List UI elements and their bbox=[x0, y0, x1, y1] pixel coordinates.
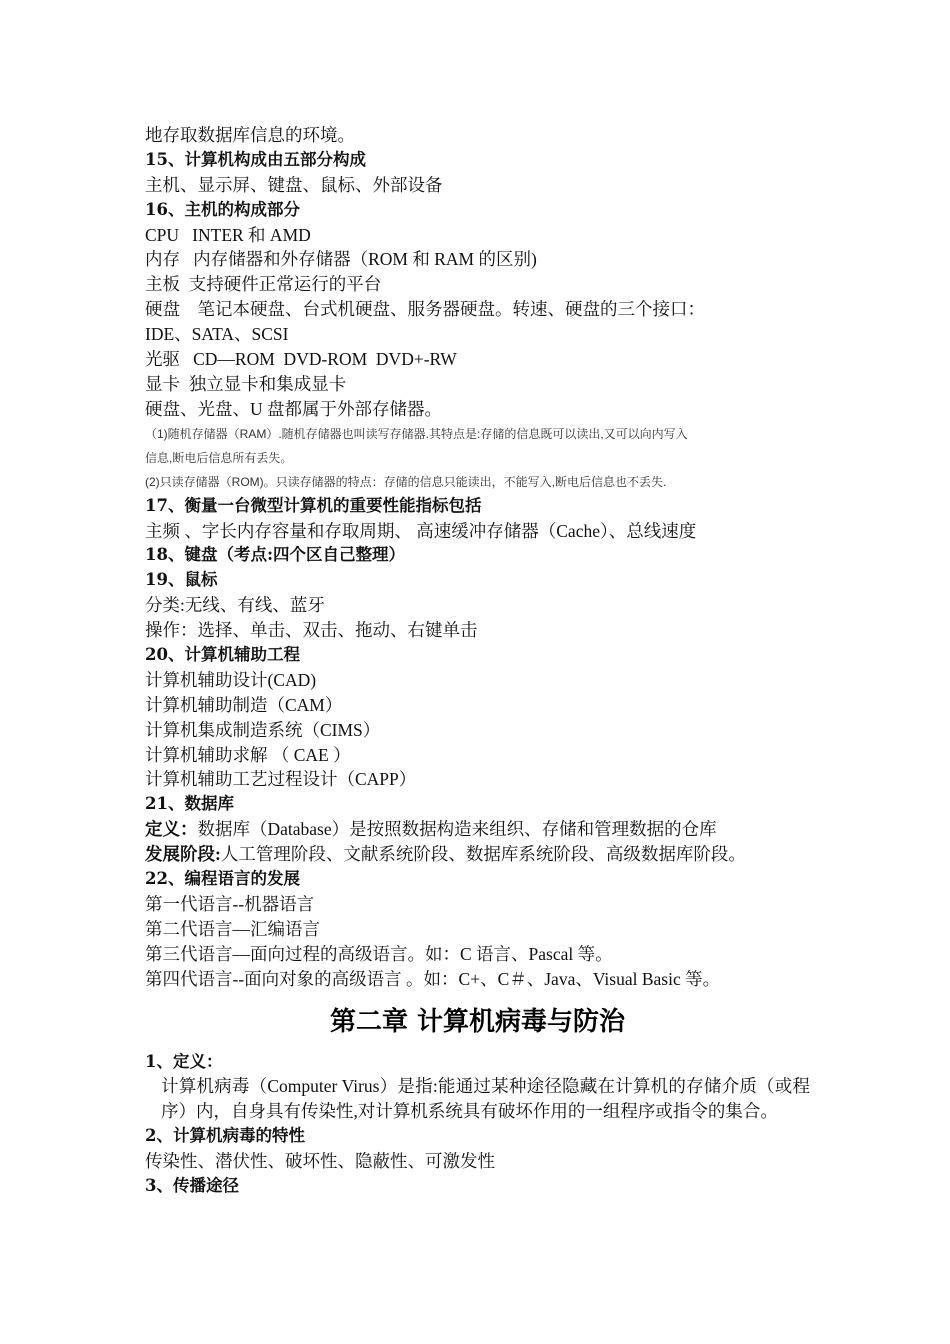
chapter-title: 第二章 计算机病毒与防治 bbox=[329, 1006, 626, 1037]
text-line: 硬盘、光盘、U 盘都属于外部存储器。 bbox=[145, 398, 443, 419]
section-heading: 17、衡量一台微型计算机的重要性能指标包括 bbox=[145, 495, 482, 515]
section-heading: 3、传播途径 bbox=[145, 1175, 239, 1195]
page-content bbox=[145, 123, 810, 1199]
text-line: 主频 、字长内存容量和存取周期、 高速缓冲存储器（Cache）、总线速度 bbox=[145, 520, 697, 541]
section-heading: 18、键盘（考点:四个区自己整理） bbox=[145, 545, 406, 565]
text-line: 地存取数据库信息的环境。 bbox=[145, 125, 355, 145]
definition-paragraph: 计算机病毒（Computer Virus）是指:能通过某种途径隐藏在计算机的存储介质（或程序）内，自身具有传染性,对计算机系统具有破坏作用的一组程序或指令的集合。 bbox=[161, 1076, 810, 1122]
section-heading: 16、主机的构成部分 bbox=[145, 199, 300, 219]
note-line: 信息,断电后信息所有丢失。 bbox=[145, 450, 293, 465]
text-line: 计算机辅助工艺过程设计（CAPP） bbox=[145, 769, 417, 790]
note-line: (2)只读存储器（ROM)。只读存储器的特点：存储的信息只能读出，不能写入,断电后信息也不丢失. bbox=[145, 474, 667, 489]
stages-text: 人工管理阶段、文献系统阶段、数据库系统阶段、高级数据库阶段。 bbox=[220, 844, 746, 865]
section-heading: 21、数据库 bbox=[145, 794, 234, 814]
definition-text: 数据库（Database）是按照数据构造来组织、存储和管理数据的仓库 bbox=[197, 819, 717, 840]
text-line: 第一代语言--机器语言 bbox=[145, 893, 315, 914]
text-line: 第四代语言--面向对象的高级语言 。如：C+、C＃、Java、Visual Basic 等。 bbox=[145, 968, 721, 989]
text-line: 计算机辅助设计(CAD) bbox=[145, 669, 317, 690]
section-heading: 1、定义： bbox=[145, 1051, 223, 1071]
section-heading: 19、鼠标 bbox=[145, 570, 218, 590]
text-line: IDE、SATA、SCSI bbox=[145, 324, 289, 345]
section-heading: 2、计算机病毒的特性 bbox=[145, 1126, 305, 1146]
definition-label: 定义： bbox=[145, 819, 198, 840]
text-line: 计算机辅助制造（CAM） bbox=[145, 694, 343, 715]
text-line: 计算机辅助求解 （ CAE ） bbox=[145, 744, 351, 765]
text-line: 第三代语言—面向过程的高级语言。如：C 语言、Pascal 等。 bbox=[145, 943, 613, 964]
text-line: 主机、显示屏、键盘、鼠标、外部设备 bbox=[145, 174, 443, 195]
note-line: （1)随机存储器（RAM）.随机存储器也叫读写存储器.其特点是:存储的信息既可以读出,又可以向内写入 bbox=[145, 426, 688, 441]
text-line: CPU INTER 和 AMD bbox=[145, 224, 311, 245]
text-line: 分类:无线、有线、蓝牙 bbox=[145, 595, 325, 616]
text-line: 主板 支持硬件正常运行的平台 bbox=[145, 274, 382, 295]
text-line: 显卡 独立显卡和集成显卡 bbox=[145, 373, 347, 394]
text-line: 光驱 CD—ROM DVD-ROM DVD+-RW bbox=[145, 349, 457, 370]
text-line: 硬盘 笔记本硬盘、台式机硬盘、服务器硬盘。转速、硬盘的三个接口： bbox=[145, 299, 705, 320]
text-line: 计算机集成制造系统（CIMS） bbox=[145, 719, 381, 740]
section-heading: 20、计算机辅助工程 bbox=[145, 645, 300, 665]
section-heading: 22、编程语言的发展 bbox=[145, 869, 300, 889]
text-line: 操作：选择、单击、双击、拖动、右键单击 bbox=[145, 620, 478, 641]
section-heading: 15、计算机构成由五部分构成 bbox=[145, 149, 366, 169]
text-line: 传染性、潜伏性、破坏性、隐蔽性、可激发性 bbox=[145, 1151, 495, 1172]
definition-line bbox=[145, 817, 810, 842]
stages-line bbox=[145, 842, 810, 867]
text-line: 内存 内存储器和外存储器（ROM 和 RAM 的区别) bbox=[145, 249, 537, 270]
text-line: 第二代语言—汇编语言 bbox=[145, 918, 320, 939]
stages-label: 发展阶段: bbox=[145, 844, 221, 865]
